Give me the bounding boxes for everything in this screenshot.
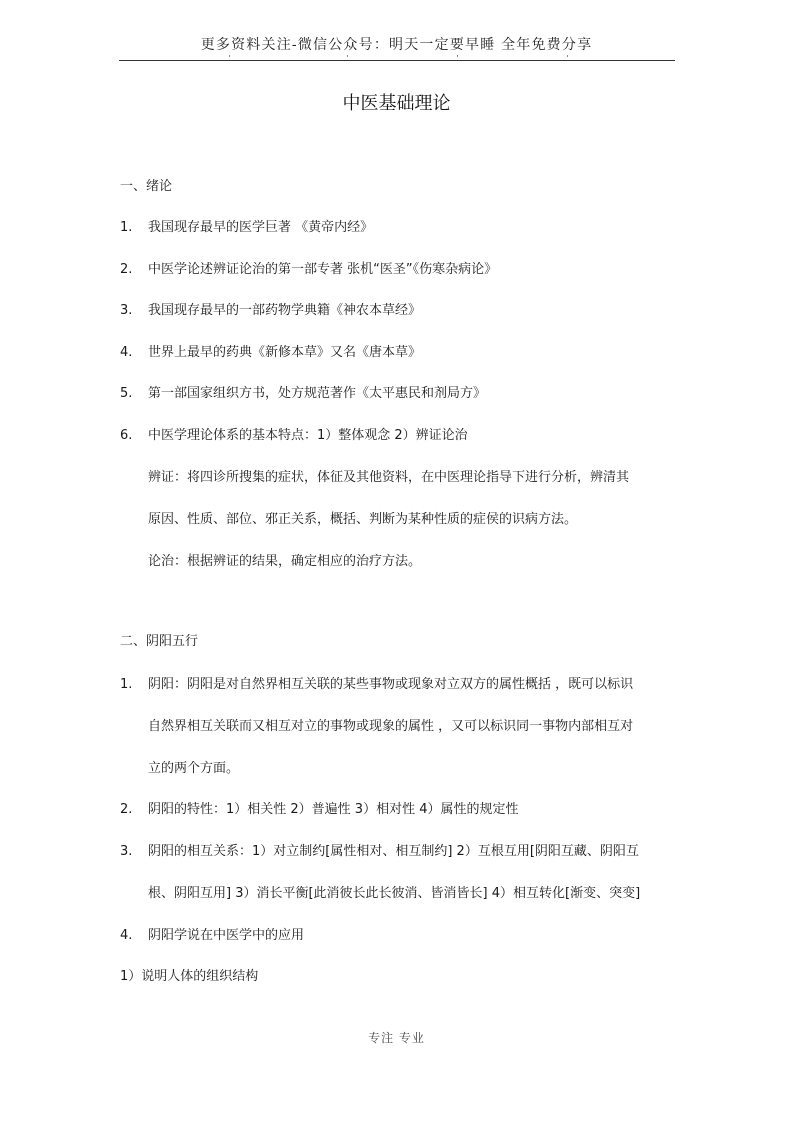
list-number: 5. [120, 386, 133, 401]
list-number: 3. [120, 844, 133, 859]
section-heading-intro: 一、绪论 [120, 179, 173, 194]
sub-item: 1）说明人体的组织结构 [120, 969, 259, 984]
section-heading-yinyang: 二、阴阳五行 [120, 634, 199, 649]
list-item: 我国现存最早的医学巨著 《黄帝内经》 [148, 220, 374, 235]
list-item: 阴阳的特性：1）相关性 2）普遍性 3）相对性 4）属性的规定性 [148, 802, 519, 817]
list-number: 1. [120, 677, 133, 692]
bianzheng-definition-line: 辨证：将四诊所搜集的症状，体征及其他资料，在中医理论指导下进行分析，辨清其 [148, 470, 630, 485]
page-header: 更多资料关注-微信公众号：明天一定要早睡 全年免费分享 [200, 37, 593, 53]
list-number: 6. [120, 428, 133, 443]
list-number: 1. [120, 220, 133, 235]
list-number: 2. [120, 802, 133, 817]
lunzhi-definition: 论治：根据辨证的结果，确定相应的治疗方法。 [148, 554, 422, 569]
list-number: 3. [120, 303, 133, 318]
list-item: 中医学理论体系的基本特点：1）整体观念 2）辨证论治 [148, 428, 468, 443]
list-item-continuation: 立的两个方面。 [148, 761, 240, 776]
header-rule [119, 60, 675, 61]
list-item: 阴阳：阴阳是对自然界相互关联的某些事物或现象对立双方的属性概括 ，既可以标识 [148, 677, 634, 692]
list-item: 第一部国家组织方书，处方规范著作《太平惠民和剂局方》 [148, 386, 487, 401]
list-number: 4. [120, 928, 133, 943]
list-number: 4. [120, 345, 133, 360]
bianzheng-definition-line: 原因、性质、部位、邪正关系，概括、判断为某种性质的症侯的识病方法。 [148, 512, 578, 527]
list-item: 世界上最早的药典《新修本草》又名《唐本草》 [148, 345, 422, 360]
list-item-continuation: 自然界相互关联而又相互对立的事物或现象的属性 ，又可以标识同一事物内部相互对 [148, 719, 634, 734]
list-item: 阴阳的相互关系：1）对立制约[属性相对、相互制约] 2）互根互用[阴阳互藏、阴阳互 [148, 844, 639, 859]
list-item-continuation: 根、阴阳互用] 3）消长平衡[此消彼长此长彼消、皆消皆长] 4）相互转化[渐变、突变] [148, 886, 641, 901]
list-item: 我国现存最早的一部药物学典籍《神农本草经》 [148, 303, 422, 318]
list-item: 中医学论述辨证论治的第一部专著 张机“医圣”《伤寒杂病论》 [148, 262, 498, 277]
document-title: 中医基础理论 [342, 93, 451, 114]
list-item: 阴阳学说在中医学中的应用 [148, 928, 305, 943]
page-footer: 专注 专业 [368, 1031, 425, 1045]
list-number: 2. [120, 262, 133, 277]
header-ticks [119, 55, 675, 59]
